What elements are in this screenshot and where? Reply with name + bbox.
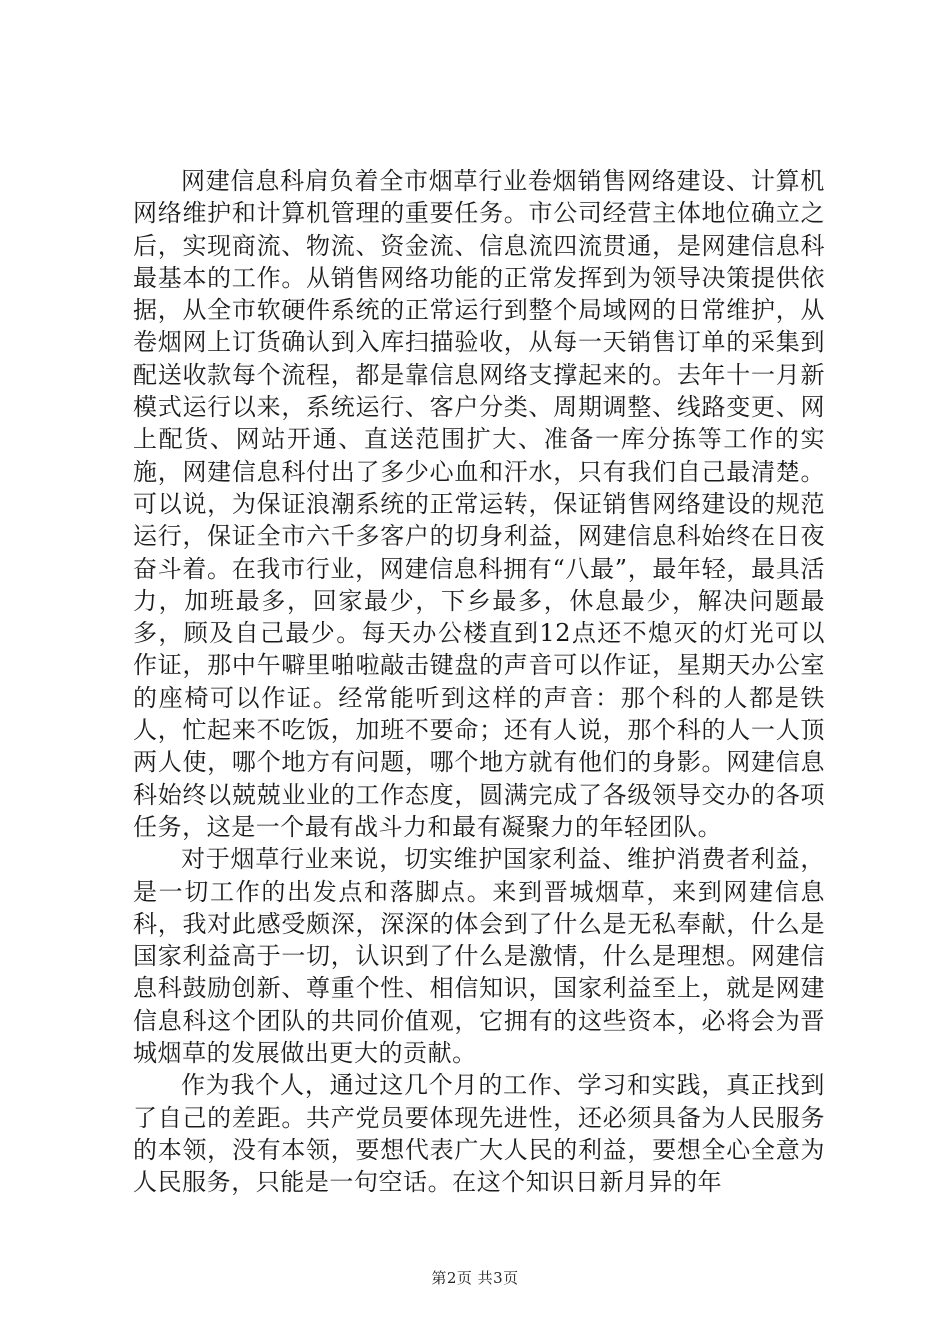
paragraph-3: 作为我个人，通过这几个月的工作、学习和实践，真正找到了自己的差距。共产党员要体现先进性，还必须具备为人民服务的本领，没有本领，要想代表广大人民的利益，要想全心全意为人民服务，只能是一句空话。在这个知识日新月异的年 bbox=[133, 1071, 825, 1197]
paragraph-1: 网建信息科肩负着全市烟草行业卷烟销售网络建设、计算机网络维护和计算机管理的重要任务。市公司经营主体地位确立之后，实现商流、物流、资金流、信息流四流贯通，是网建信息科最基本的工作。从销售网络功能的正常发挥到为领导决策提供依据，从全市软硬件系统的正常运行到整个局域网的日常维护，从卷烟网上订货确认到入库扫描验收，从每一天销售订单的采集到配送收款每个流程，都是靠信息网络支撑起来的。去年十一月新模式运行以来，系统运行、客户分类、周期调整、线路变更、网上配货、网站开通、直送范围扩大、准备一库分拣等工作的实施，网建信息科付出了多少心血和汗水，只有我们自己最清楚。可以说，为保证浪潮系统的正常运转，保证销售网络建设的规范运行，保证全市六千多客户的切身利益，网建信息科始终在日夜奋斗着。在我市行业，网建信息科拥有“八最”，最年轻，最具活力，加班最多，回家最少，下乡最多，休息最少，解决问题最多，顾及自己最少。每天办公楼直到12点还不熄灭的灯光可以作证，那中午噼里啪啦敲击键盘的声音可以作证，星期天办公室的座椅可以作证。经常能听到这样的声音：那个科的人都是铁人，忙起来不吃饭，加班不要命；还有人说，那个科的人一人顶两人使，哪个地方有问题，哪个地方就有他们的身影。网建信息科始终以兢兢业业的工作态度，圆满完成了各级领导交办的各项任务，这是一个最有战斗力和最有凝聚力的年轻团队。 bbox=[133, 167, 825, 841]
document-body bbox=[133, 165, 825, 1199]
paragraph-2: 对于烟草行业来说，切实维护国家利益、维护消费者利益，是一切工作的出发点和落脚点。来到晋城烟草，来到网建信息科，我对此感受颇深，深深的体会到了什么是无私奉献，什么是国家利益高于一切，认识到了什么是激情，什么是理想。网建信息科鼓励创新、尊重个性、相信知识，国家利益至上，就是网建信息科这个团队的共同价值观，它拥有的这些资本，必将会为晋城烟草的发展做出更大的贡献。 bbox=[133, 845, 825, 1068]
page-number-footer: 第2页 共3页 bbox=[431, 1269, 519, 1287]
